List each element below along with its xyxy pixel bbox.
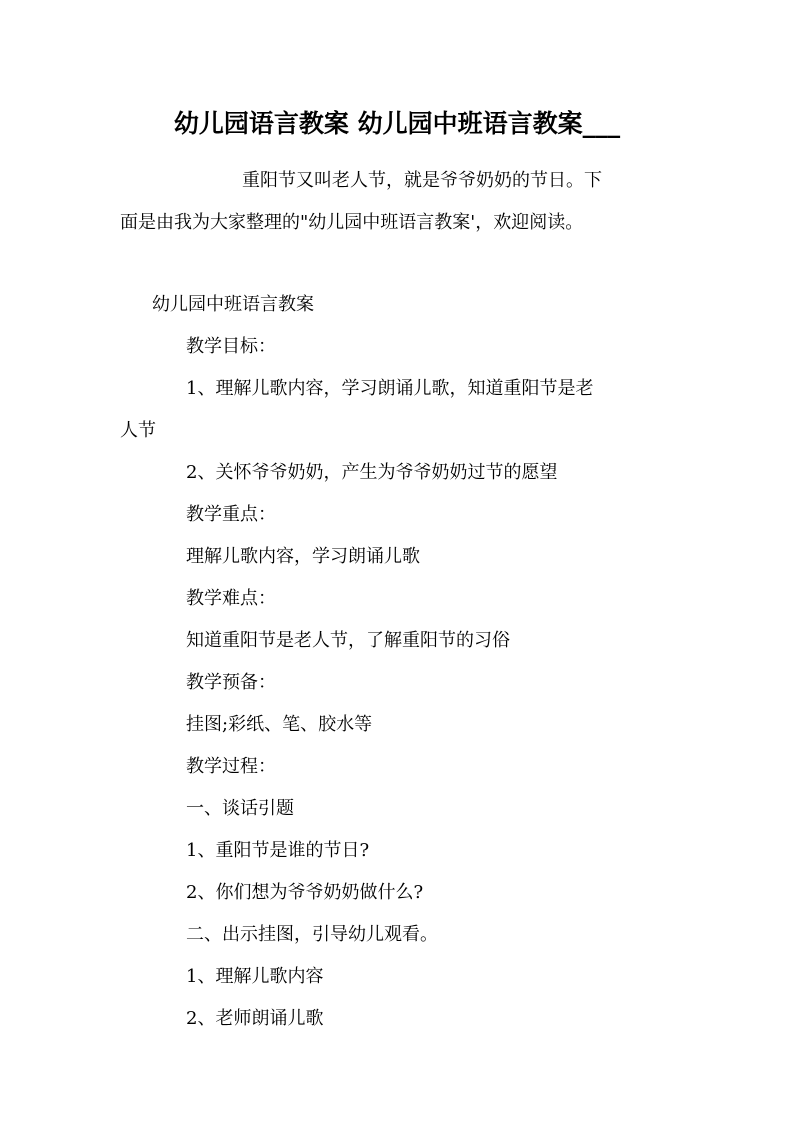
body-line: 教学目标：	[186, 336, 276, 357]
body-line: 2、老师朗诵儿歌	[186, 1008, 324, 1029]
body-line: 二、出示挂图，引导幼儿观看。	[186, 924, 438, 945]
intro-line-2: 面是由我为大家整理的"幼儿园中班语言教案'，欢迎阅读。	[120, 212, 584, 233]
body-line: 1、理解儿歌内容	[186, 966, 324, 987]
body-line: 教学过程：	[186, 756, 276, 777]
body-line: 知道重阳节是老人节，了解重阳节的习俗	[186, 630, 510, 651]
body-line: 教学难点：	[186, 588, 276, 609]
body-line: 教学预备：	[186, 672, 276, 693]
body-line: 人节	[120, 420, 156, 441]
section-heading: 幼儿园中班语言教案	[152, 294, 314, 315]
body-line: 2、关怀爷爷奶奶，产生为爷爷奶奶过节的愿望	[186, 462, 558, 483]
body-line: 2、你们想为爷爷奶奶做什么?	[186, 882, 424, 903]
body-line: 教学重点：	[186, 504, 276, 525]
body-line: 挂图;彩纸、笔、胶水等	[186, 714, 373, 735]
intro-line-1: 重阳节又叫老人节，就是爷爷奶奶的节日。下	[242, 170, 602, 191]
document-title: 幼儿园语言教案 幼儿园中班语言教案___	[173, 109, 621, 138]
body-line: 一、谈话引题	[186, 798, 294, 819]
body-line: 理解儿歌内容，学习朗诵儿歌	[186, 546, 420, 567]
body-line: 1、重阳节是谁的节日?	[186, 840, 370, 861]
body-line: 1、理解儿歌内容，学习朗诵儿歌，知道重阳节是老	[186, 378, 594, 399]
